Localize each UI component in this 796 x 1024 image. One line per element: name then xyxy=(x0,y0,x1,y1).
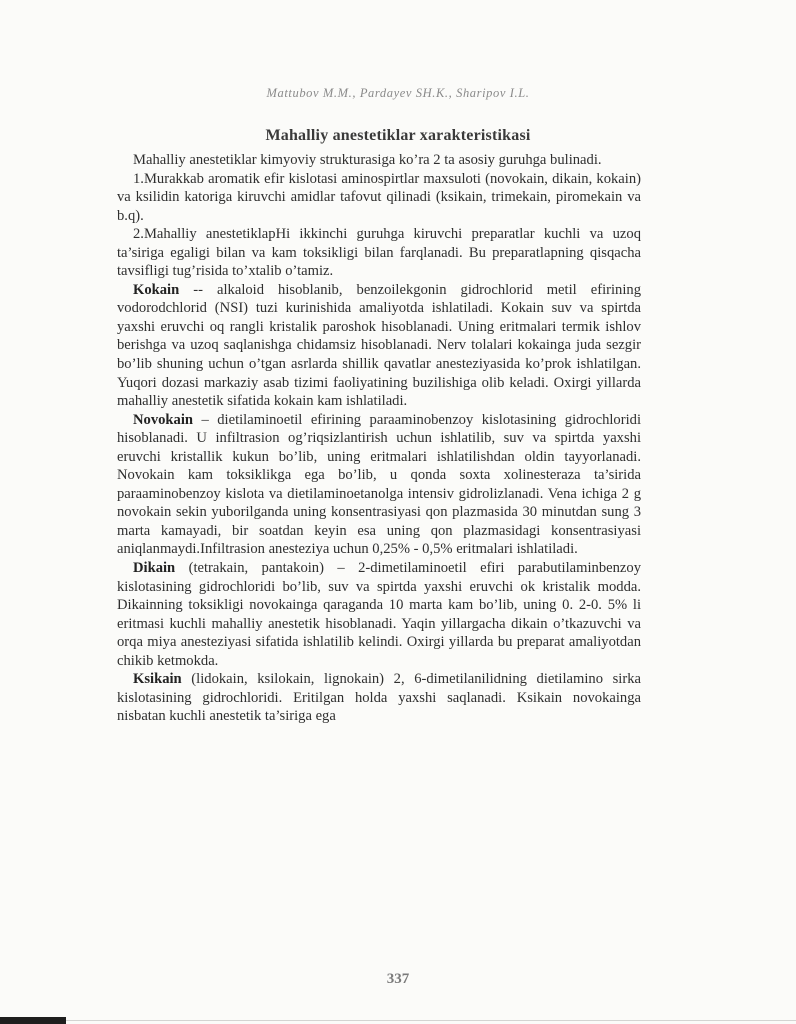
page-number: 337 xyxy=(386,971,410,987)
running-head: Mattubov M.M., Pardayev SH.K., Sharipov I.L. xyxy=(266,86,530,100)
paragraph-text: (lidokain, ksilokain, lignokain) 2, 6-dimetilanilidning dietilamino sirka kislotasining gidrochloridi. Eritilgan holda yaxshi saqlanadi. Ksikain novokainga nisbatan kuchli anestetik ta’siriga ega xyxy=(117,671,641,725)
term-dikain: Dikain xyxy=(133,560,176,577)
paragraph-novokain xyxy=(117,411,641,559)
paragraph-ksikain xyxy=(117,670,641,726)
term-novokain: Novokain xyxy=(133,411,194,428)
paragraph-text: 1.Murakkab aromatik efir kislotasi aminospirtlar maxsuloti (novokain, dikain, kokain) va ksilidin katoriga kiruvchi amidlar tafovut qilinadi (ksikain, trimekain, piromekain va b.q). xyxy=(117,170,641,224)
paragraph-dikain xyxy=(117,559,641,670)
paragraph-text: Mahalliy anestetiklar kimyoviy strukturasiga ko’ra 2 ta asosiy guruhga bulinadi. xyxy=(133,152,602,168)
paragraph-text: 2.Mahalliy anestetiklapHi ikkinchi guruhga kiruvchi preparatlar kuchli va uzoq ta’siriga egaligi bilan va kam toksikligi bilan farqlanadi. Bu preparatlapning qisqacha tavsifligi tug’risida to’xtalib o’tamiz. xyxy=(117,226,641,280)
term-kokain: Kokain xyxy=(133,281,180,298)
scan-edge-shadow xyxy=(0,1017,66,1024)
paragraph-text: -- alkaloid hisoblanib, benzoilekgonin gidrochlorid metil efirining vodorodchlorid (NSI) tuzi kurinishida amaliyotda ishlatiladi. Kokain suv va spirtda yaxshi eruvchi oq rangli kristalik paroshok hisoblanadi. Uning eritmalari termik ishlov berishga va uzoq saqlanishga chidamsiz hisoblanadi. Nerv tolalari kokainga juda sezgir bo’lib shuning uchun o’tgan asrlarda shillik qavatlar anesteziyasida ko’prok ishlatilgan. Yuqori dozasi markaziy asab tizimi faoliyatining buzilishiga olib keladi. Oxirgi yillarda mahalliy anestetik sifatida kokain kam ishlatiladi. xyxy=(117,281,641,410)
paragraph-text: – dietilaminoetil efirining paraaminobenzoy kislotasining gidrochloridi hisoblanadi. U infiltrasion og’riqsizlantirish uchun ishlatilib, suv va spirtda yaxshi eruvchi kristallik kukun bo’lib, uning eritmalari ishlatilishdan oldin tayyorlanadi. Novokain kam toksiklikga ega bo’lib, u qonda soxta xolinesteraza ta’sirida paraaminobenzoy kislota va dietilaminoetanolga intensiv gidrolizlanadi. Vena ichiga 2 g novokain sekin yuborilganda uning konsentrasiyasi qon plazmasida 30 minutdan sung 3 marta kamayadi, bir soatdan keyin esa uning qon plazmasidagi konsentrasiyasi aniqlanmaydi.Infiltrasion anesteziya uchun 0,25% - 0,5% eritmalari ishlatiladi. xyxy=(117,411,641,558)
paragraph-kokain xyxy=(117,281,641,411)
scan-edge-line xyxy=(0,1020,796,1021)
section-title: Mahalliy anestetiklar xarakteristikasi xyxy=(265,127,531,144)
paragraph-group-1 xyxy=(117,170,641,226)
term-ksikain: Ksikain xyxy=(133,671,182,688)
paragraph-group-2 xyxy=(117,225,641,281)
paragraph-text: (tetrakain, pantakoin) – 2-dimetilaminoetil efiri parabutilaminbenzoy kislotasining gidrochloridi bo’lib, suv va spirtda yaxshi eruvchi ok kristalik modda. Dikainning toksikligi novokainga qaraganda 10 marta kam bo’lib, uning 0. 2-0. 5% li eritmasi kuchli mahalliy anestetik hisoblanadi. Yaqin yillargacha dikain o’tkazuvchi va orqa miya anesteziyasi sifatida ishlatilib kelindi. Oxirgi yillarda bu preparat amaliyotdan chikib ketmokda. xyxy=(117,560,641,669)
body-text xyxy=(117,151,641,726)
paragraph-intro xyxy=(117,151,641,170)
